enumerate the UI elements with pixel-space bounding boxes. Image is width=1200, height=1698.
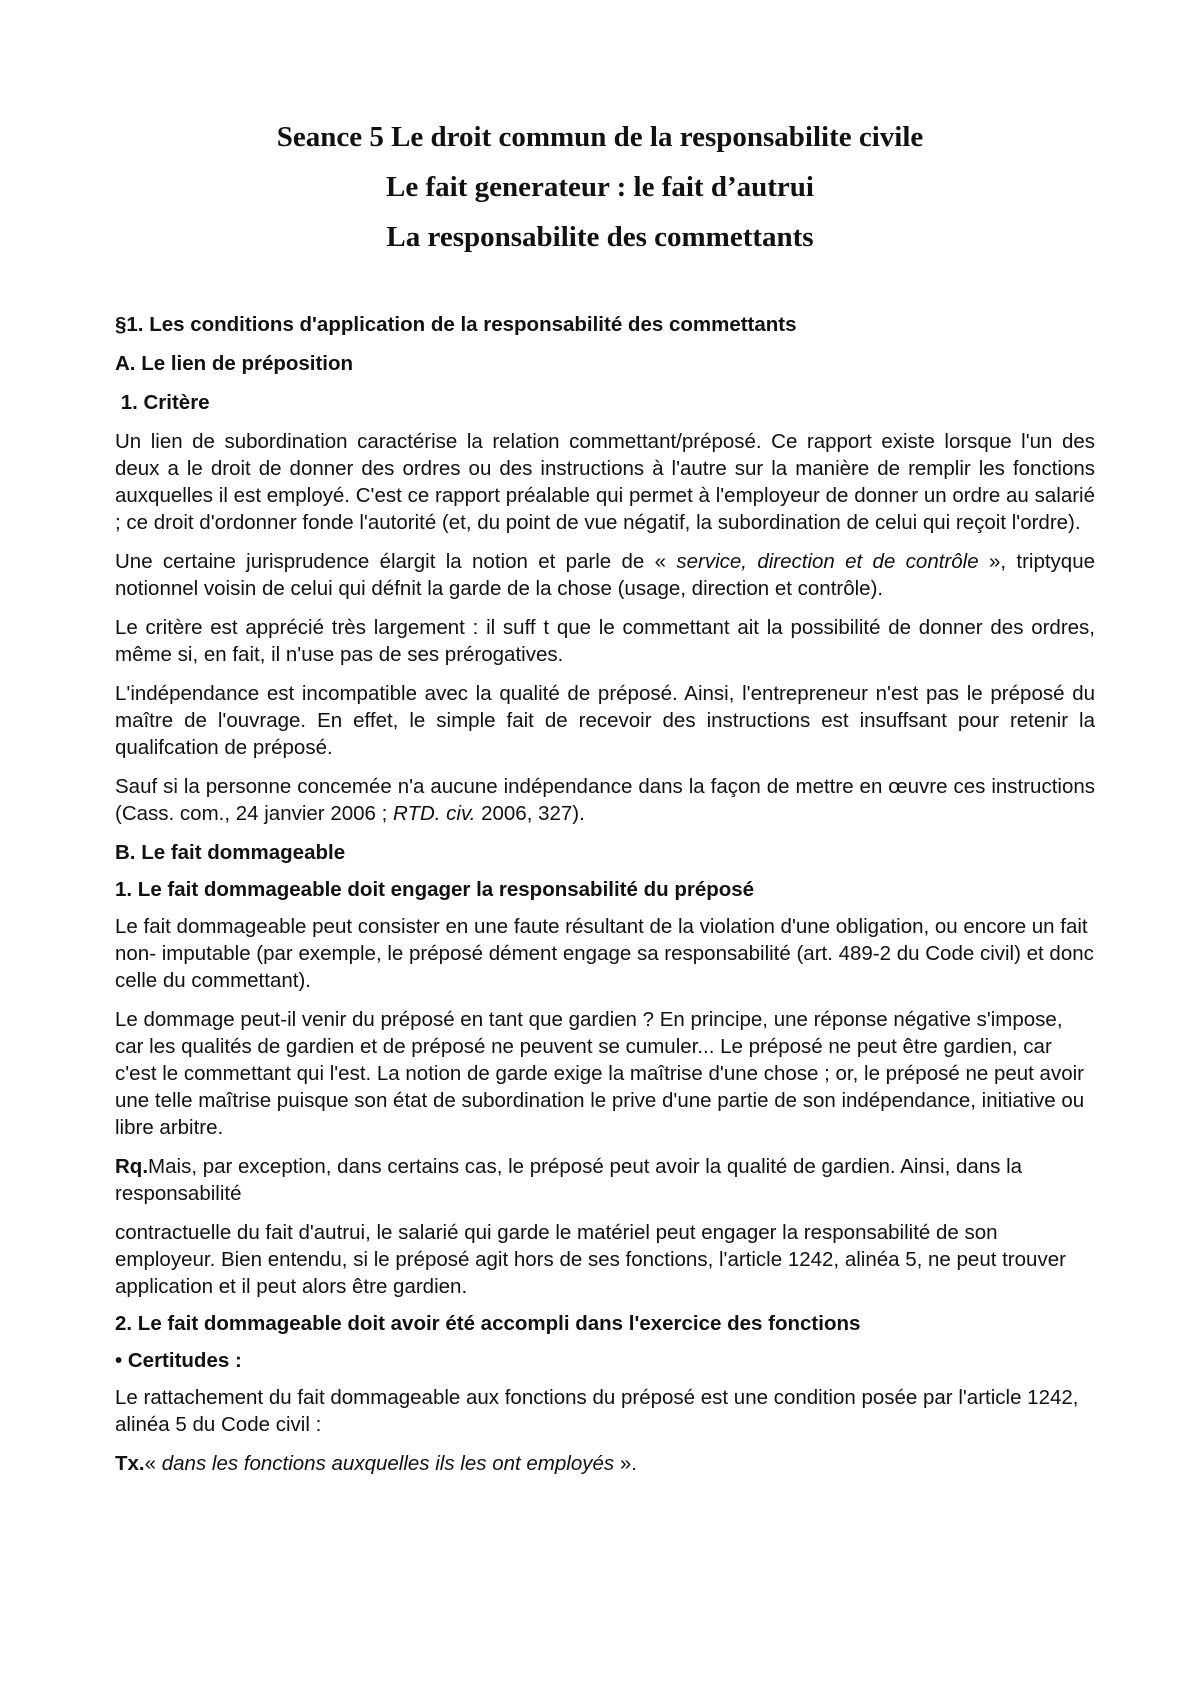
subsubsection-heading-a1: 1. Critère bbox=[115, 391, 210, 414]
text-run: ». bbox=[614, 1452, 637, 1475]
subsection-heading-b: B. Le fait dommageable bbox=[115, 841, 346, 864]
certitudes-heading: • Certitudes : bbox=[115, 1349, 242, 1372]
text-run: », triptyque notionnel voisin de celui qui défnit la garde de la chose (usage, direction et contrôle). bbox=[115, 550, 1095, 600]
text-run: Sauf si la personne concemée n'a aucune indépendance dans la façon de mettre en œuvre ces instructions (Cass. com., 24 janvier 2006 ; bbox=[115, 775, 1095, 825]
paragraph: Le dommage peut-il venir du préposé en tant que gardien ? En principe, une réponse négative s'impose, car les qualités de gardien et de préposé ne peuvent se cumuler... Le préposé ne peut être gardien, car c'est le commettant qui l'est. La notion de garde exige la maîtrise d'une chose ; or, le préposé ne peut avoir une telle maîtrise puisque son état de subordination le prive d'une partie de son indépendance, initiative ou libre arbitre. bbox=[115, 1008, 1085, 1139]
subsection-heading-a: A. Le lien de préposition bbox=[115, 352, 354, 375]
document-body bbox=[115, 311, 1095, 1477]
italic-run: RTD. civ. bbox=[393, 802, 476, 825]
paragraph: Le critère est apprécié très largement : il suff t que le commettant ait la possibilité de donner des ordres, même si, en fait, il n'use pas de ses prérogatives. bbox=[115, 616, 1095, 666]
text-run: Une certaine jurisprudence élargit la notion et parle de « bbox=[115, 550, 677, 573]
paragraph: Le fait dommageable peut consister en une faute résultant de la violation d'une obligation, ou encore un fait non- imputable (par exemple, le préposé dément engage sa responsabilité (art. 489-2 du Code civil) et donc celle du commettant). bbox=[115, 915, 1094, 992]
text-label: Tx. bbox=[115, 1452, 145, 1475]
title-line-3: La responsabilite des commettants bbox=[386, 221, 814, 253]
italic-run: service, direction et de contrôle bbox=[676, 550, 979, 573]
text-run: Mais, par exception, dans certains cas, le préposé peut avoir la qualité de gardien. Ainsi, dans la responsabilité bbox=[115, 1155, 1023, 1205]
paragraph bbox=[115, 773, 1095, 827]
title-line-1: Seance 5 Le droit commun de la responsabilite civile bbox=[276, 121, 924, 153]
paragraph: contractuelle du fait d'autrui, le salarié qui garde le matériel peut engager la responsabilité de son employeur. Bien entendu, si le préposé agit hors de ses fonctions, l'article 1242, alinéa 5, ne peut trouver application et il peut alors être gardien. bbox=[115, 1221, 1066, 1298]
document-title-block bbox=[0, 112, 1200, 262]
italic-run: dans les fonctions auxquelles ils les ont employés bbox=[161, 1452, 615, 1475]
paragraph bbox=[115, 548, 1095, 602]
title-line-2: Le fait generateur : le fait d’autrui bbox=[386, 171, 814, 203]
remark-label: Rq. bbox=[115, 1155, 149, 1178]
paragraph bbox=[115, 1153, 1095, 1207]
paragraph: Le rattachement du fait dommageable aux fonctions du préposé est une condition posée par l'article 1242, alinéa 5 du Code civil : bbox=[115, 1386, 1079, 1436]
section-heading: §1. Les conditions d'application de la responsabilité des commettants bbox=[115, 313, 797, 336]
text-run: 2006, 327). bbox=[475, 802, 585, 825]
subsubsection-heading-b2: 2. Le fait dommageable doit avoir été accompli dans l'exercice des fonctions bbox=[115, 1312, 861, 1335]
paragraph: Un lien de subordination caractérise la relation commettant/préposé. Ce rapport existe lorsque l'un des deux a le droit de donner des ordres ou des instructions à l'autre sur la manière de remplir les fonctions auxquelles il est employé. C'est ce rapport préalable qui permet à l'employeur de donner un ordre au salarié ; ce droit d'ordonner fonde l'autorité (et, du point de vue négatif, la subordination de celui qui reçoit l'ordre). bbox=[115, 430, 1095, 534]
paragraph: L'indépendance est incompatible avec la qualité de préposé. Ainsi, l'entrepreneur n'est pas le préposé du maître de l'ouvrage. En effet, le simple fait de recevoir des instructions est insuffsant pour retenir la qualifcation de préposé. bbox=[115, 682, 1095, 759]
subsubsection-heading-b1: 1. Le fait dommageable doit engager la responsabilité du préposé bbox=[115, 878, 755, 901]
text-run: « bbox=[144, 1452, 162, 1475]
paragraph bbox=[115, 1450, 1095, 1477]
